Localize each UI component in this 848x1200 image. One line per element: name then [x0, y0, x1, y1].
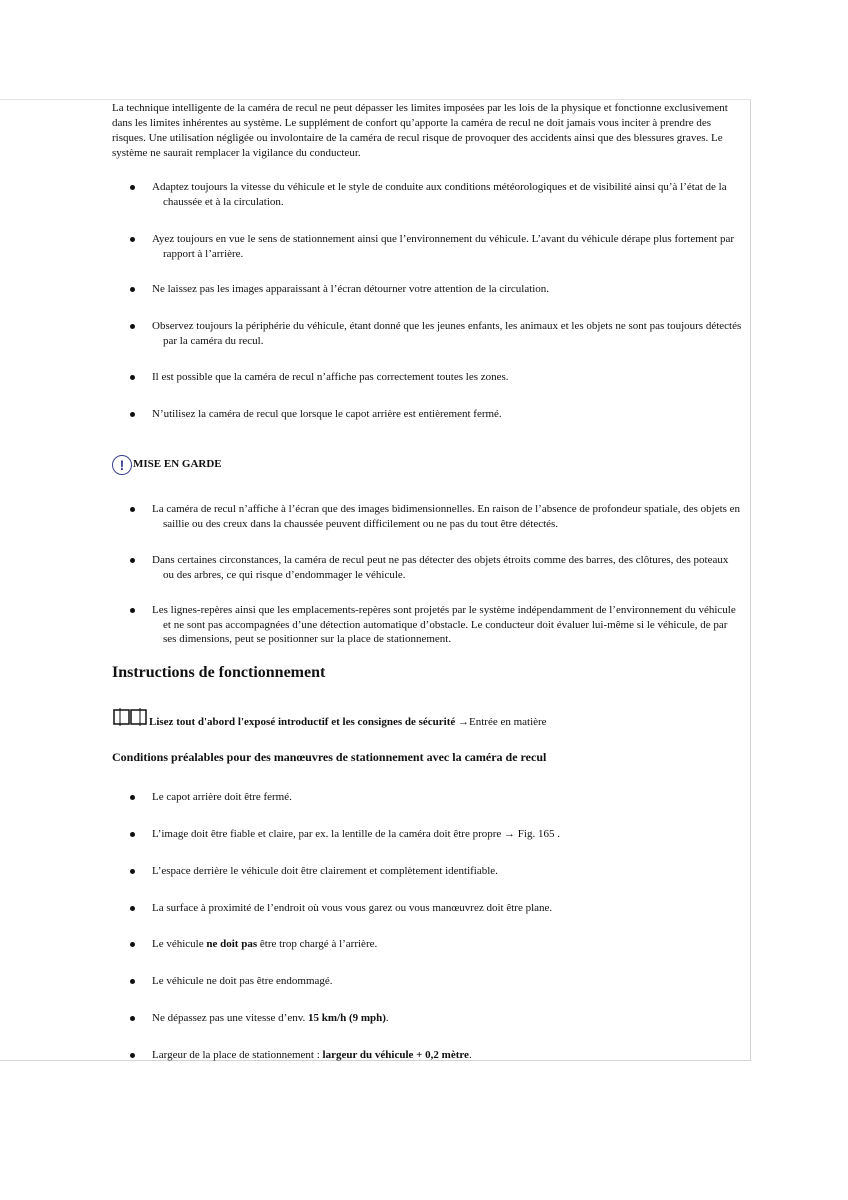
bullet-icon — [130, 185, 135, 190]
read-note: Lisez tout d'abord l'exposé introductif et les consignes de sécurité →Entrée en matière — [112, 707, 547, 730]
exclamation-circle-icon: ! — [112, 455, 132, 475]
warning-heading: ! MISE EN GARDE — [112, 455, 222, 475]
subsection-title: Conditions préalables pour des manœuvres de stationnement avec la caméra de recul — [112, 750, 547, 764]
bullet-icon — [130, 869, 135, 874]
list-item: Adaptez toujours la vitesse du véhicule et le style de conduite aux conditions météorologiques et de visibilité ainsi qu’à l’état de la chaussée et à la circulation. — [130, 180, 742, 209]
list-item: Il est possible que la caméra de recul n’affiche pas correctement toutes les zones. — [130, 370, 742, 385]
list-item: La caméra de recul n’affiche à l’écran que des images bidimensionnelles. En raison de l’absence de profondeur spatiale, des objets en saillie ou des creux dans la chaussée peuvent difficilement ou ne pas du tout être détectés. — [130, 502, 742, 531]
bullet-icon — [130, 237, 135, 242]
list-item: L’image doit être fiable et claire, par ex. la lentille de la caméra doit être propre → Fig. 165 . — [130, 827, 742, 842]
bullet-icon — [130, 832, 135, 837]
bullet-icon — [130, 412, 135, 417]
bullet-icon — [130, 375, 135, 380]
bullet-icon — [130, 608, 135, 613]
bullet-icon — [130, 942, 135, 947]
intro-paragraph: La technique intelligente de la caméra de recul ne peut dépasser les limites imposées par les lois de la physique et fonctionne exclusivement dans les limites inhérentes au système. Le supplément de confort qu’apporte la caméra de recul ne doit jamais vous inciter à prendre des risques. Une utilisation négligée ou involontaire de la caméra de recul risque de provoquer des accidents ainsi que des blessures graves. Le système ne saurait remplacer la vigilance du conducteur. — [112, 102, 728, 159]
bullet-icon — [130, 979, 135, 984]
list-item: L’espace derrière le véhicule doit être clairement et complètement identifiable. — [130, 864, 742, 879]
list-item: Observez toujours la périphérie du véhicule, étant donné que les jeunes enfants, les animaux et les objets ne sont pas toujours détectés par la caméra du recul. — [130, 319, 742, 348]
bullet-icon — [130, 507, 135, 512]
book-icon — [112, 707, 148, 730]
entry-link[interactable]: →Entrée en matière — [458, 716, 547, 728]
bullet-icon — [130, 1016, 135, 1021]
list-item: Ne dépassez pas une vitesse d’env. 15 km/h (9 mph). — [130, 1011, 742, 1026]
list-item: N’utilisez la caméra de recul que lorsque le capot arrière est entièrement fermé. — [130, 407, 742, 422]
bullet-icon — [130, 906, 135, 911]
list-item: Ne laissez pas les images apparaissant à l’écran détourner votre attention de la circulation. — [130, 282, 742, 297]
list-item: Dans certaines circonstances, la caméra de recul peut ne pas détecter des objets étroits comme des barres, des clôtures, des poteaux ou des arbres, ce qui risque d’endommager le véhicule. — [130, 553, 742, 582]
section-title: Instructions de fonctionnement — [112, 664, 326, 681]
list-item: Largeur de la place de stationnement : largeur du véhicule + 0,2 mètre. — [130, 1048, 742, 1063]
list-item: Le capot arrière doit être fermé. — [130, 790, 742, 805]
bullet-icon — [130, 287, 135, 292]
list-item: Les lignes-repères ainsi que les emplacements-repères sont projetés par le système indépendamment de l’environnement du véhicule et ne sont pas accompagnées d’une détection automatique d’obstacle. Le conducteur doit évaluer lui-même si le véhicule, de par ses dimensions, peut se positionner sur la place de stationnement. — [130, 603, 742, 647]
list-item: Le véhicule ne doit pas être endommagé. — [130, 974, 742, 989]
bullet-icon — [130, 558, 135, 563]
list-item: Le véhicule ne doit pas être trop chargé à l’arrière. — [130, 937, 742, 952]
list-item: Ayez toujours en vue le sens de stationnement ainsi que l’environnement du véhicule. L’avant du véhicule dérape plus fortement par rapport à l’arrière. — [130, 232, 742, 261]
bullet-icon — [130, 795, 135, 800]
bullet-icon — [130, 324, 135, 329]
list-item: La surface à proximité de l’endroit où vous vous garez ou vous manœuvrez doit être plane. — [130, 901, 742, 916]
bullet-icon — [130, 1053, 135, 1058]
